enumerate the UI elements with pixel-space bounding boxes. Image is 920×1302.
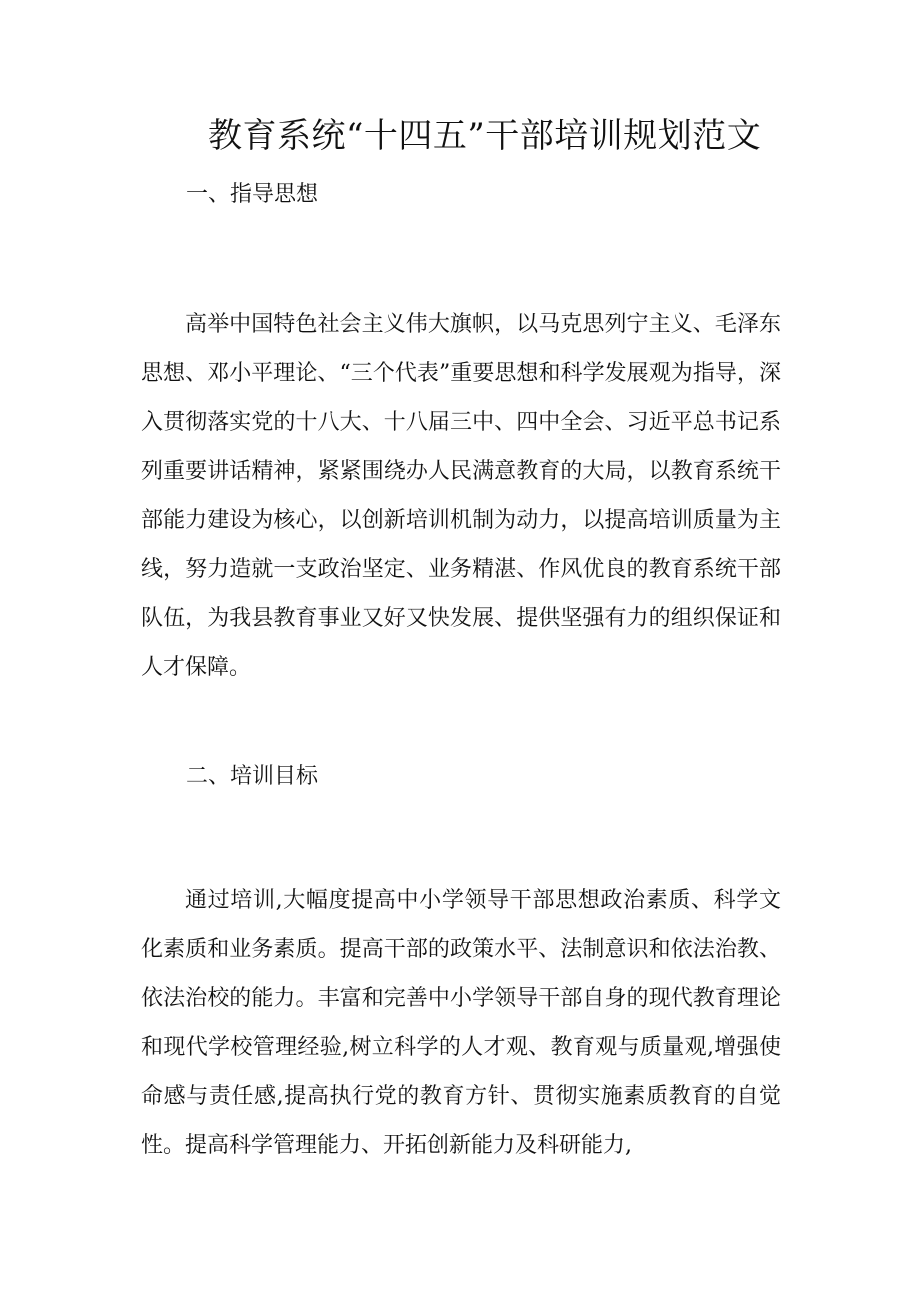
section-heading-training-goals: 二、培训目标 (186, 764, 319, 789)
section-paragraph-guiding-ideology: 高举中国特色社会主义伟大旗帜，以马克思列宁主义、毛泽东思想、邓小平理论、“三个代表”重要思想和科学发展观为指导，深入贯彻落实党的十八大、十八届三中、四中全会、习近平总书记系列重要讲话精神，紧紧围绕办人民满意教育的大局，以教育系统干部能力建设为核心，以创新培训机制为动力，以提高培训质量为主线，努力造就一支政治坚定、业务精湛、作风优良的教育系统干部队伍，为我县教育事业又好又快发展、提供坚强有力的组织保证和人才保障。 (141, 312, 781, 680)
section-paragraph-training-goals: 通过培训,大幅度提高中小学领导干部思想政治素质、科学文化素质和业务素质。提高干部的政策水平、法制意识和依法治教、依法治校的能力。丰富和完善中小学领导干部自身的现代教育理论和现代学校管理经验,树立科学的人才观、教育观与质量观,增强使命感与责任感,提高执行党的教育方针、贯彻实施素质教育的自觉性。提高科学管理能力、开拓创新能力及科研能力, (141, 888, 781, 1158)
document-title: 教育系统“十四五”干部培训规划范文 (208, 116, 762, 156)
section-heading-guiding-ideology: 一、指导思想 (186, 182, 319, 207)
